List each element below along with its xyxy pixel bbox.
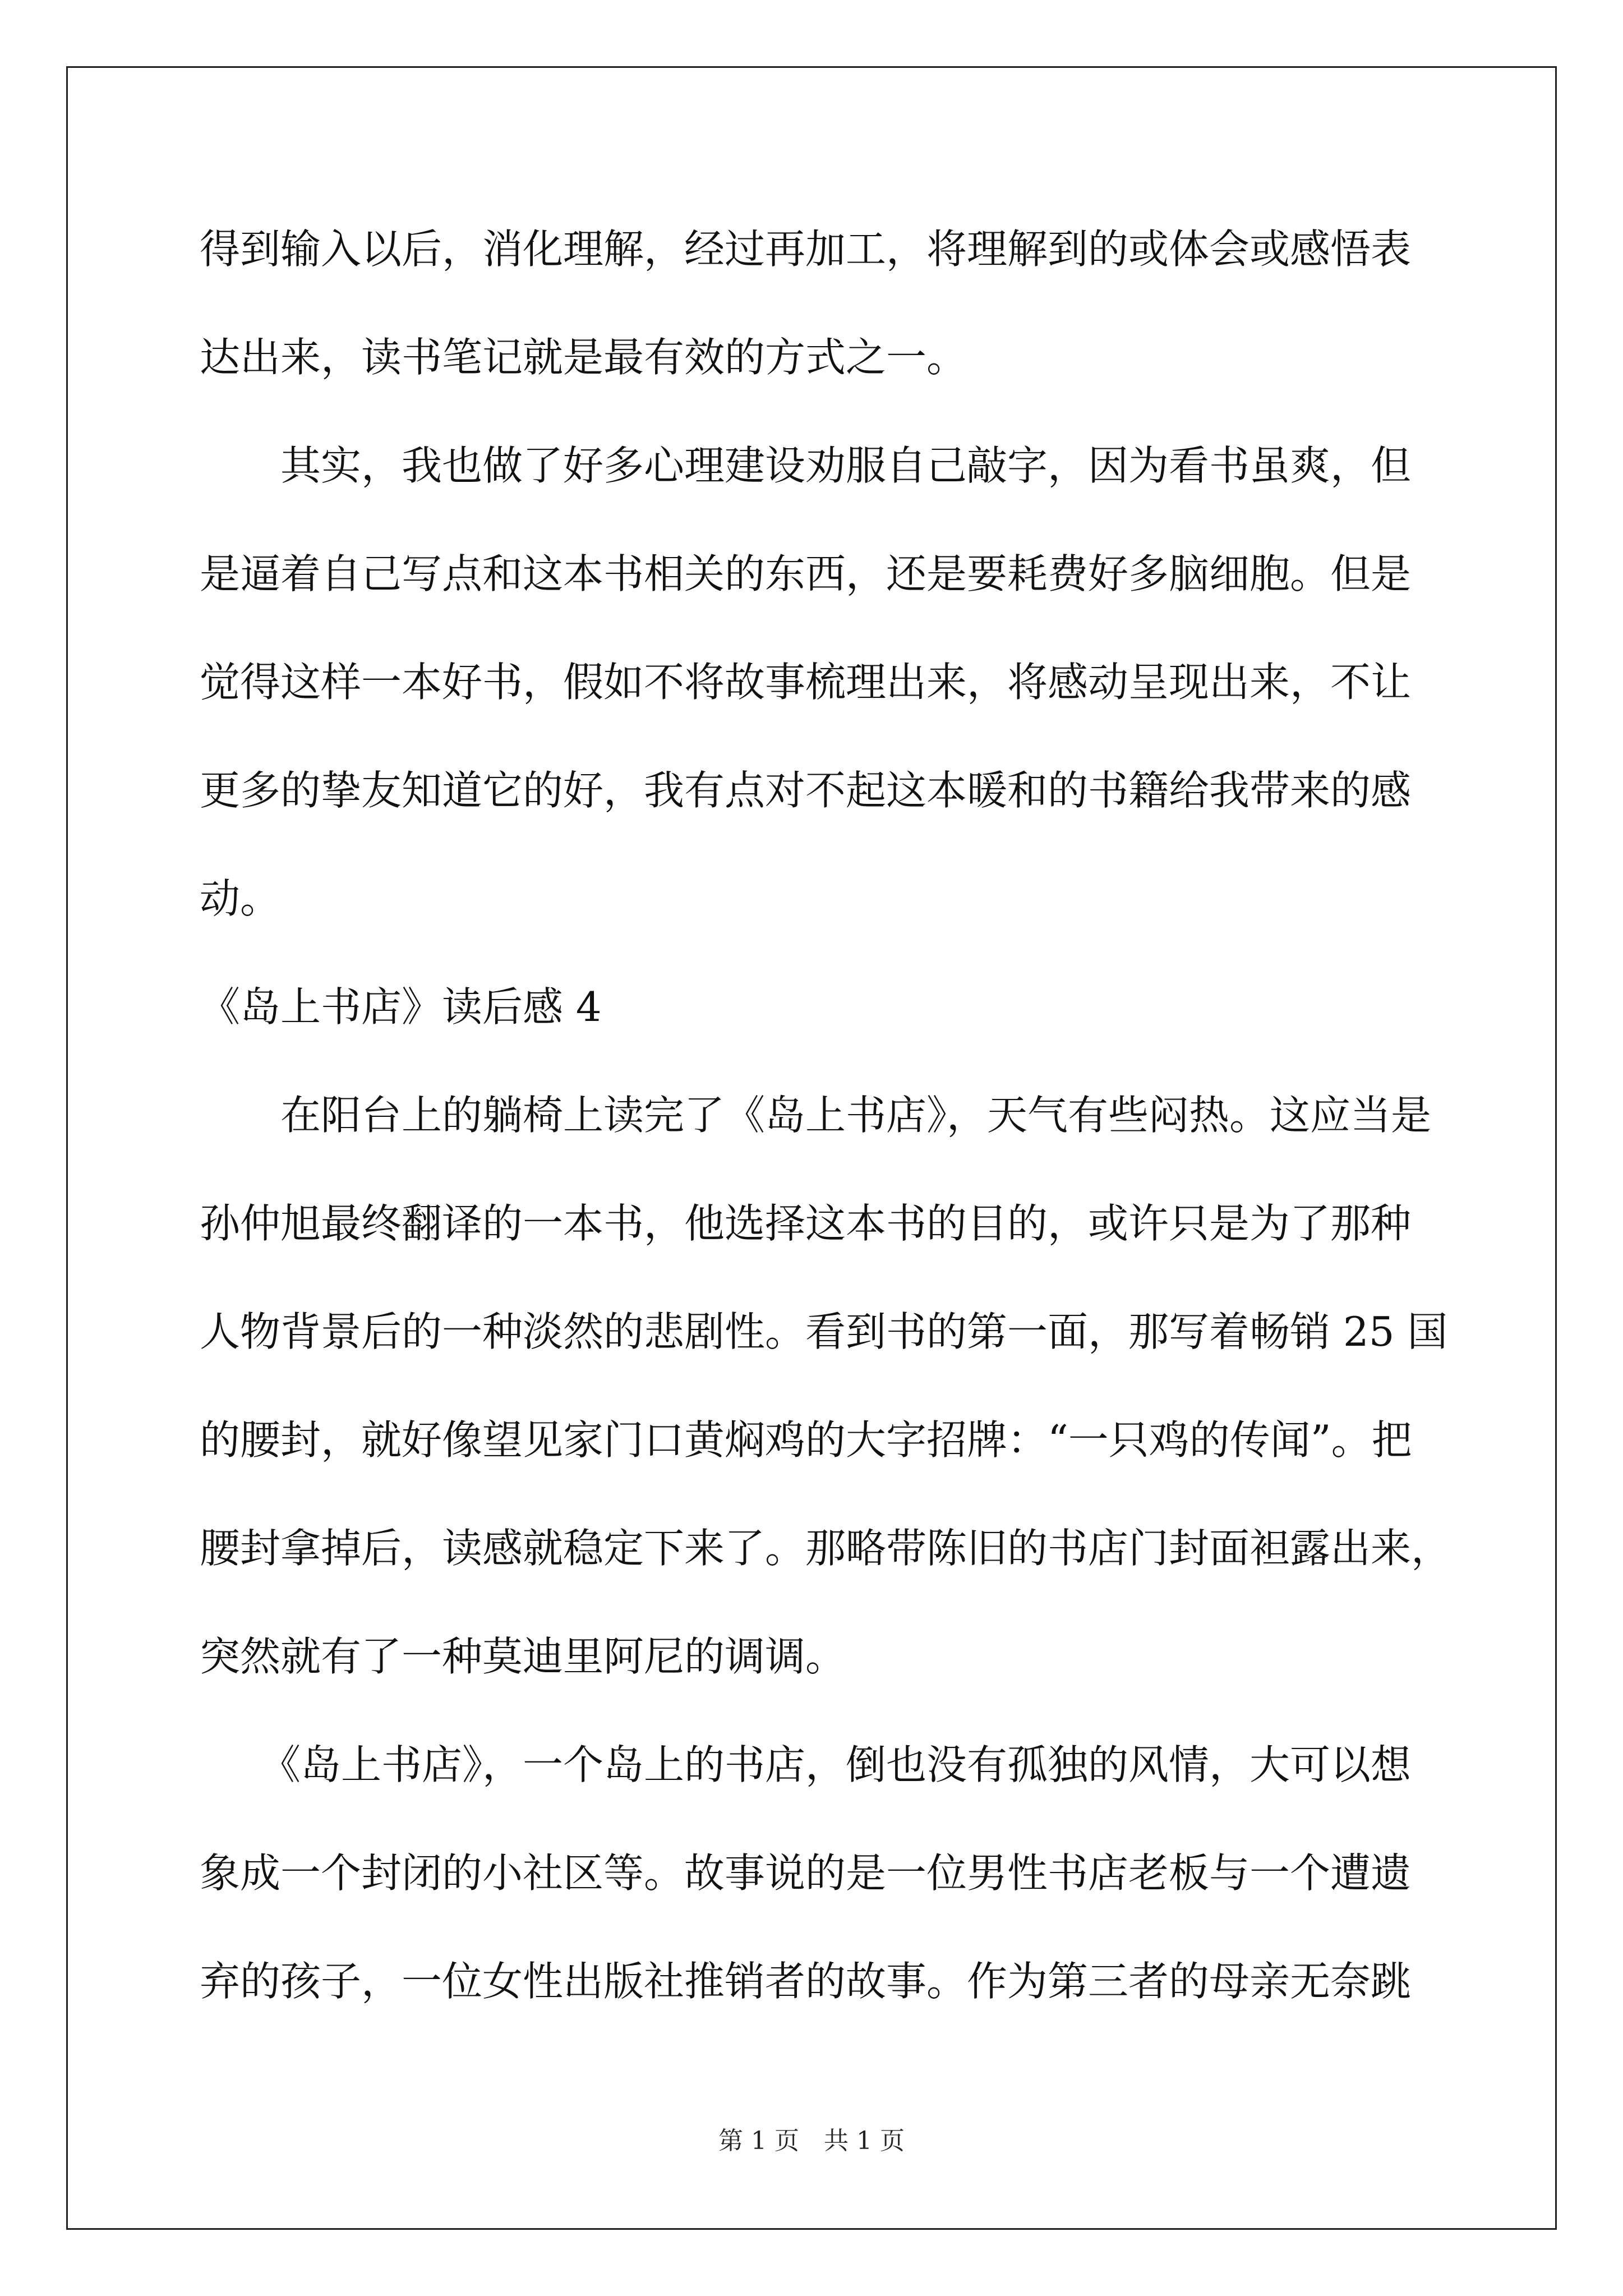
text-line: 孙仲旭最终翻译的一本书，他选择这本书的目的，或许只是为了那种 bbox=[200, 1200, 1412, 1247]
text-line: 其实，我也做了好多心理建设劝服自己敲字，因为看书虽爽，但 bbox=[200, 442, 1412, 489]
text-line: 觉得这样一本好书，假如不将故事梳理出来，将感动呈现出来，不让 bbox=[200, 659, 1412, 706]
text-line: 达出来，读书笔记就是最有效的方式之一。 bbox=[200, 334, 967, 381]
document-body bbox=[200, 195, 1456, 2036]
text-line: 弃的孩子，一位女性出版社推销者的故事。作为第三者的母亲无奈跳 bbox=[200, 1958, 1412, 2005]
page-footer: 第 1 页 共 1 页 bbox=[718, 2127, 905, 2155]
text-line: 在阳台上的躺椅上读完了《岛上书店》，天气有些闷热。这应当是 bbox=[200, 1092, 1432, 1139]
text-line: 是逼着自己写点和这本书相关的东西，还是要耗费好多脑细胞。但是 bbox=[200, 550, 1412, 597]
text-line: 腰封拿掉后，读感就稳定下来了。那略带陈旧的书店门封面袒露出来， bbox=[200, 1525, 1452, 1572]
text-line: 得到输入以后，消化理解，经过再加工，将理解到的或体会或感悟表 bbox=[200, 226, 1412, 273]
text-line: 动。 bbox=[200, 875, 281, 922]
text-line: 的腰封，就好像望见家门口黄焖鸡的大字招牌：“一只鸡的传闻”。把 bbox=[200, 1416, 1412, 1464]
text-line: 象成一个封闭的小社区等。故事说的是一位男性书店老板与一个遭遗 bbox=[200, 1849, 1412, 1897]
section-heading: 《岛上书店》读后感 4 bbox=[200, 983, 602, 1030]
text-line: 《岛上书店》，一个岛上的书店，倒也没有孤独的风情，大可以想 bbox=[200, 1741, 1412, 1788]
text-line: 突然就有了一种莫迪里阿尼的调调。 bbox=[200, 1633, 846, 1680]
text-line: 人物背景后的一种淡然的悲剧性。看到书的第一面，那写着畅销 25 国 bbox=[200, 1308, 1448, 1355]
text-line: 更多的挚友知道它的好，我有点对不起这本暖和的书籍给我带来的感 bbox=[200, 767, 1412, 814]
